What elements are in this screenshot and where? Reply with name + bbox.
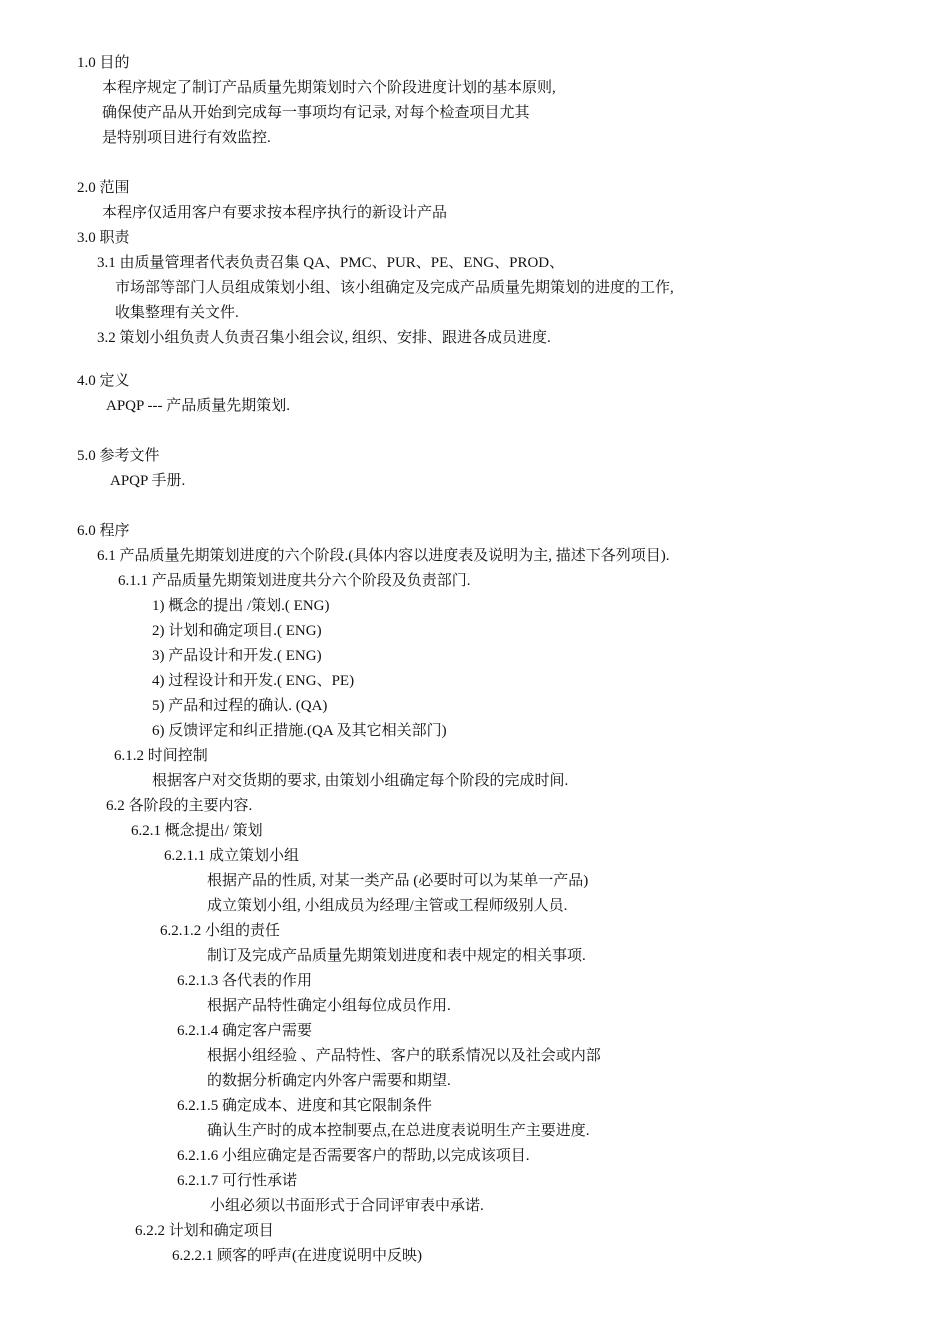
text-line: 小组必须以书面形式于合同评审表中承诺. [210,1198,484,1214]
text-line: 4) 过程设计和开发.( ENG、PE) [152,673,355,689]
text-line: 1) 概念的提出 /策划.( ENG) [152,598,330,614]
text-line: 6.2.1.5 确定成本、进度和其它限制条件 [177,1098,433,1114]
text-line: 6.0 程序 [77,523,130,539]
text-line: 6.1 产品质量先期策划进度的六个阶段.(具体内容以进度表及说明为主, 描述下各列项目). [97,548,670,564]
text-line: 6.1.1 产品质量先期策划进度共分六个阶段及负责部门. [118,573,471,589]
text-line: 6.2.1.3 各代表的作用 [177,973,313,989]
text-line: 6) 反馈评定和纠正措施.(QA 及其它相关部门) [152,723,447,739]
text-line: 根据产品的性质, 对某一类产品 (必要时可以为某单一产品) [207,873,589,889]
text-line: 6.1.2 时间控制 [114,748,208,764]
text-line: 5.0 参考文件 [77,448,160,464]
text-line: 2) 计划和确定项目.( ENG) [152,623,322,639]
text-line: 是特别项目进行有效监控. [102,130,271,146]
text-line: 6.2.1.6 小组应确定是否需要客户的帮助,以完成该项目. [177,1148,530,1164]
text-line: 1.0 目的 [77,55,130,71]
text-line: 的数据分析确定内外客户需要和期望. [207,1073,451,1089]
text-line: 根据客户对交货期的要求, 由策划小组确定每个阶段的完成时间. [152,773,569,789]
text-line: 本程序仅适用客户有要求按本程序执行的新设计产品 [102,205,448,221]
text-line: 6.2.2.1 顾客的呼声(在进度说明中反映) [172,1248,422,1264]
text-line: 收集整理有关文件. [115,305,239,321]
text-line: 6.2.1.4 确定客户需要 [177,1023,313,1039]
text-line: 3.0 职责 [77,230,130,246]
text-line: 6.2.2 计划和确定项目 [135,1223,274,1239]
text-line: 6.2.1.2 小组的责任 [160,923,281,939]
text-line: 3) 产品设计和开发.( ENG) [152,648,322,664]
text-line: 成立策划小组, 小组成员为经理/主管或工程师级别人员. [207,898,568,914]
text-line: 4.0 定义 [77,373,130,389]
text-line: 制订及完成产品质量先期策划进度和表中规定的相关事项. [207,948,586,964]
text-line: 确保使产品从开始到完成每一事项均有记录, 对每个检查项目尤其 [102,105,530,121]
text-line: 6.2.1 概念提出/ 策划 [131,823,263,839]
text-line: 6.2.1.1 成立策划小组 [164,848,300,864]
text-line: APQP 手册. [110,473,186,489]
text-line: 本程序规定了制订产品质量先期策划时六个阶段进度计划的基本原则, [102,80,556,96]
text-line: 6.2.1.7 可行性承诺 [177,1173,298,1189]
text-line: 市场部等部门人员组成策划小组、该小组确定及完成产品质量先期策划的进度的工作, [115,280,674,296]
text-line: 2.0 范围 [77,180,130,196]
text-line: 3.2 策划小组负责人负责召集小组会议, 组织、安排、跟进各成员进度. [97,330,551,346]
text-line: 根据小组经验 、产品特性、客户的联系情况以及社会或内部 [207,1048,601,1064]
text-line: APQP --- 产品质量先期策划. [106,398,291,414]
text-line: 根据产品特性确定小组每位成员作用. [207,998,451,1014]
text-line: 3.1 由质量管理者代表负责召集 QA、PMC、PUR、PE、ENG、PROD、 [97,255,565,271]
text-line: 6.2 各阶段的主要内容. [106,798,253,814]
text-line: 5) 产品和过程的确认. (QA) [152,698,328,714]
text-line: 确认生产时的成本控制要点,在总进度表说明生产主要进度. [207,1123,590,1139]
